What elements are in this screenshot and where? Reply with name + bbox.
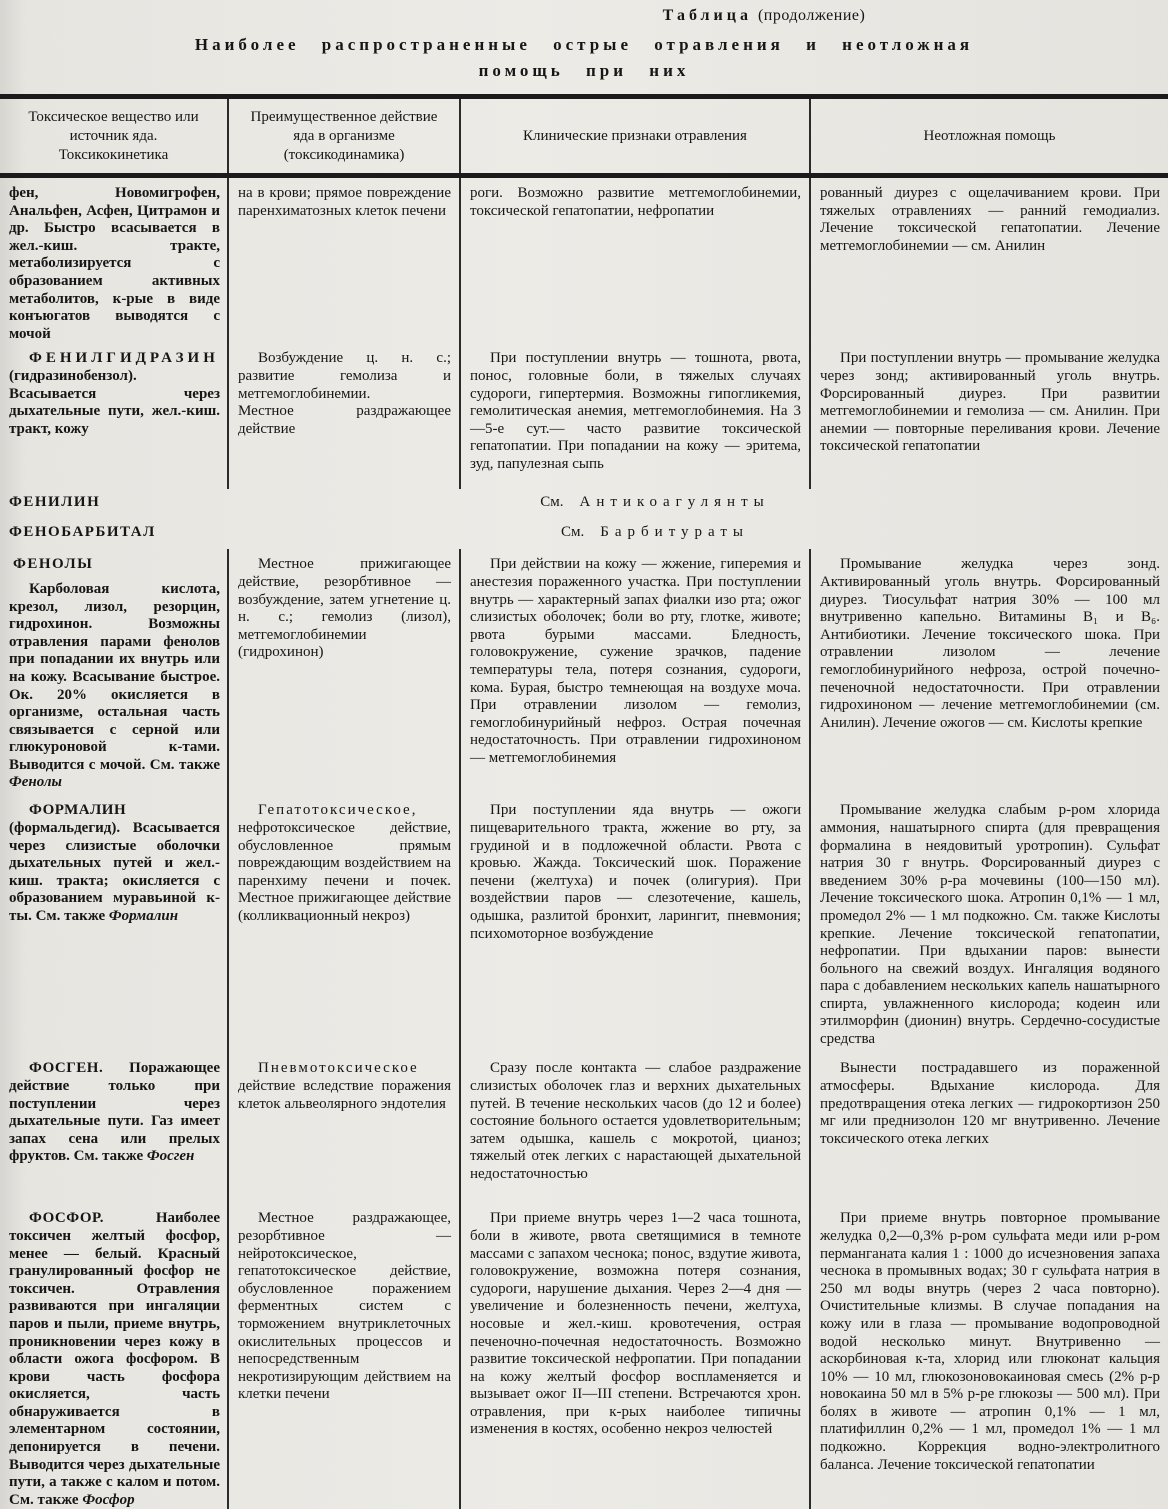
cell-substance	[0, 1053, 228, 1203]
page-title-line2: помощь при них	[478, 61, 690, 80]
see-reference: Антикоагулянты	[579, 494, 770, 511]
cell-help	[810, 1203, 1168, 1509]
group-heading: ФЕНОЛЫ	[13, 556, 94, 573]
cell-action	[228, 176, 460, 344]
table-row-phenylin	[0, 489, 1168, 519]
cell-help	[810, 343, 1168, 489]
table-row-analgesics-continued	[0, 176, 1168, 344]
entry-name: ФЕНОБАРБИТАЛ	[9, 524, 156, 541]
cell-signs	[460, 549, 810, 795]
cell-action	[228, 1053, 460, 1203]
action-text-1: Возбуждение ц. н. с.; развитие гемолиза и метгемоглобинемии.	[238, 350, 451, 402]
help-text: При поступлении внутрь — промывание желудка через зонд; активированный уголь внутрь. Форсированный диурез. При развитии метгемоглобинемии и гемолиза — см. Анилин. При анемии — повторные переливания крови. Лечение токсической гепатопатии	[820, 350, 1160, 455]
see-also-reference: Фенолы	[9, 774, 62, 791]
cell-substance	[0, 176, 228, 344]
help-text: рованный диурез с ощелачиванием крови. При тяжелых отравлениях — ранний гемодиализ. Лечение токсической гепатопатии. Лечение метгемоглобинемии — см. Анилин	[820, 185, 1160, 254]
substance-kinetics: Возможны отравления парами фенолов при попадании их внутрь или на кожу. Всасывание быстрое. Ок. 20% окисляется в организме, остальная часть связывается с серной или глюкуроновой к-тами. Выводится с мочой. См. также	[9, 616, 220, 773]
cell-see-reference	[228, 489, 1168, 519]
table-caption-word: Таблица	[662, 7, 752, 24]
cell-substance	[0, 519, 228, 549]
cell-action	[228, 1203, 460, 1509]
signs-text: При поступлении внутрь — тошнота, рвота, понос, головные боли, в тяжелых случаях судороги, гипертермия. Возможны гипогликемия, гемолитическая анемия, метгемоглобинемия. На 3—5-е сут.— часто развитие токсической гепатопатии. При попадании на кожу — эритема, зуд, папулезная сыпь	[470, 350, 801, 472]
cell-signs	[460, 343, 810, 489]
table-row-formalin	[0, 795, 1168, 1053]
column-header-help: Неотложная помощь	[810, 97, 1168, 176]
signs-text: При приеме внутрь через 1—2 часа тошнота, боли в животе, рвота светящимися в темноте массами с запахом чеснока; понос, вздутие живота, головокружение, возможна потеря сознания, судороги, нарушение дыхания. Через 2—4 дня — увеличение и болезненность печени, желтуха, носовые и жел.-киш. кровотечения, острая печеночно-почечная недостаточность. Возможно развитие токсической нефропатии. При попадании на кожу желтый фосфор воспламеняется и вызывает ожог II—III степени. Встречаются хрон. отравления, при к-рых наиболее типичны изменения в костях, особенно некроз челюстей	[470, 1210, 801, 1438]
action-text: Местное прижигающее действие, резорбтивное — возбуждение, затем угнетение ц. н. с.; гемолиз (лизол), метгемоглобинемии (гидрохинон)	[238, 556, 451, 661]
entry-name: ФОРМАЛИН	[29, 802, 127, 819]
cell-substance	[0, 795, 228, 1053]
entry-name: ФОСФОР.	[29, 1210, 105, 1227]
cell-help	[810, 795, 1168, 1053]
page-title	[0, 32, 1168, 84]
table-caption	[180, 6, 1168, 26]
header-row	[0, 97, 1168, 176]
cell-help	[810, 1053, 1168, 1203]
entry-name: ФЕНИЛГИДРАЗИН	[29, 350, 219, 367]
see-label: См.	[540, 494, 564, 511]
action-emphasized-word: Пневмотоксическое	[258, 1060, 419, 1077]
cell-substance	[0, 1203, 228, 1509]
table-row-phenylhydrazine	[0, 343, 1168, 489]
table-row-phenols	[0, 549, 1168, 795]
poisonings-table	[0, 94, 1168, 1509]
signs-text: При действии на кожу — жжение, гиперемия и анестезия пораженного участка. При поступлении внутрь — характерный запах фиалки изо рта; ожог слизистых оболочек; боли во рту, глотке, животе; рвота бурыми массами. Бледность, головокружение, сужение зрачков, падение температуры тела, потеря сознания, судороги, кома. Бурая, быстро темнеющая на воздухе моча. При отравлении лизолом — гемолиз, гемоглобинурийный нефроз. Острая почечная недостаточность. При отравлении гидрохиноном — метгемоглобинемия	[470, 556, 801, 766]
entry-name: ФОСГЕН.	[29, 1060, 104, 1077]
substance-names: Карболовая кислота, крезол, лизол, резорцин, гидрохинон.	[9, 580, 220, 633]
see-also-reference: Фосфор	[82, 1491, 135, 1508]
signs-text: Сразу после контакта — слабое раздражение слизистых оболочек глаз и верхних дыхательных путей. В течение нескольких часов (до 12 и более) состояние больного остается удовлетворительным; затем одышка, кашель с мокротой, цианоз; тяжелый отек легких с нарастающей дыхательной недостаточностью	[470, 1060, 801, 1182]
cell-action	[228, 795, 460, 1053]
table-row-phenobarbital	[0, 519, 1168, 549]
cell-substance	[0, 343, 228, 489]
substance-names: фен, Новомигрофен, Анальфен, Асфен, Цитрамон	[9, 185, 220, 219]
table-row-phosphorus	[0, 1203, 1168, 1509]
cell-action	[228, 549, 460, 795]
help-text: Промывание желудка через зонд. Активированный уголь внутрь. Форсированный диурез. Тиосульфат натрия 30% — 100 мл внутривенно капельно. Витамины В₁ и В₆. Антибиотики. Лечение токсического шока. При отравлении лизолом — лечение гемоглобинурийного нефроза, острой почечно-печеночной недостаточности. При отравлении гидрохиноном — лечение метгемоглобинемии (см. Анилин). Лечение ожогов — см. Кислоты крепкие	[820, 556, 1160, 731]
see-also-reference: Формалин	[108, 907, 179, 924]
help-text: При приеме внутрь повторное промывание желудка 0,2—0,3% р-ром сульфата меди или р-ром перманганата калия 1 : 1000 до исчезновения запаха чеснока в промывных водах; 30 г сульфата натрия в 250 мл воды внутрь (через 2 часа повторно). Очистительные клизмы. В случае попадания на кожу или в глаза — промывание водопроводной водой несколько минут. Внутривенно — аскорбиновая к-та, хлорид или глюконат кальция 10% — 10 мл, глюкозоновокаиновая смесь (2% р-р новокаина 50 мл в 5% р-ре глюкозы — 500 мл). При болях в животе — атропин 0,1% — 1 мл, платифиллин 0,2% — 1 мл, промедол 1% — 1 мл подкожно. Коррекция водно-электролитного баланса. Лечение токсической гепатопатии	[820, 1210, 1160, 1473]
help-text: Вынести пострадавшего из пораженной атмосферы. Вдыхание кислорода. Для предотвращения отека легких — гидрокортизон 250 мг или преднизолон 120 мг внутривенно. Лечение токсического отека легких	[820, 1060, 1160, 1147]
page-title-line1: Наиболее распространенные острые отравления и неотложная	[194, 35, 974, 54]
cell-signs	[460, 176, 810, 344]
substance-kinetics: (гидразинобензол). Всасывается через дыхательные пути, жел.-киш. тракт, кожу	[9, 367, 220, 437]
cell-signs	[460, 795, 810, 1053]
table-caption-continuation: (продолжение)	[757, 7, 866, 24]
cell-action	[228, 343, 460, 489]
substance-kinetics: (формальдегид). Всасывается через слизистые оболочки дыхательных путей и жел.-киш. тракта; окисляется с образованием муравьиной к-ты. См. также	[9, 819, 220, 924]
column-header-substance: Токсическое вещество или источник яда. Токсикокинетика	[0, 97, 228, 176]
cell-signs	[460, 1203, 810, 1509]
signs-text: При поступлении яда внутрь — ожоги пищеварительного тракта, жжение во рту, за грудиной и в подложечной области. Рвота с кровью. Жажда. Токсический шок. Поражение печени (желтуха) и почек (олигурия). При воздействии паров — слезотечение, кашель, одышка, разлитой бронхит, ларингит, пневмония; психомоторное возбуждение	[470, 802, 801, 942]
cell-substance	[0, 549, 228, 795]
cell-substance	[0, 489, 228, 519]
action-text: нефротоксическое действие, обусловленное прямым повреждающим воздействием на паренхиму печени и почек. Местное прижигающее действие (колликвационный некроз)	[238, 819, 451, 924]
action-emphasized-word: Гепатотоксическое,	[258, 802, 418, 819]
cell-signs	[460, 1053, 810, 1203]
column-header-action: Преимущественное действие яда в организме (токсикодинамика)	[228, 97, 460, 176]
action-text: на в крови; прямое повреждение паренхиматозных клеток печени	[238, 185, 451, 219]
help-text: Промывание желудка слабым р-ром хлорида аммония, нашатырного спирта (для превращения формалина в неядовитый уротропин). Сульфат натрия 30 г внутрь. Форсированный диурез с введением 30% р-ра мочевины (100—150 мл). Лечение токсического шока. Атропин 0,1% — 1 мл, промедол 2% — 1 мл подкожно. См. также Кислоты крепкие. Лечение токсической гепатопатии, нефропатии. При вдыхании паров: вынести больного на свежий воздух. Ингаляция водяного пара с добавлением нескольких капель нашатырного спирта, увлажненного кислорода; кодеин или этилморфин (дионин) внутрь. Сердечно-сосудистые средства	[820, 802, 1160, 1048]
table-row-phosgene	[0, 1053, 1168, 1203]
substance-kinetics: и др. Быстро всасывается в жел.-киш. тракте, метаболизируется с образованием активных метаболитов, к-рые в виде конъюгатов выводятся с мочой	[9, 202, 220, 342]
substance-kinetics: Поражающее действие только при поступлении через дыхательные пути. Газ имеет запах сена или прелых фруктов. См. также	[9, 1060, 220, 1165]
cell-see-reference	[228, 519, 1168, 549]
substance-kinetics: Наиболее токсичен желтый фосфор, менее — белый. Красный гранулированный фосфор не токсичен. Отравления развиваются при ингаляции паров и пыли, приеме внутрь, проникновении через кожу в области ожога фосфором. В крови часть фосфора окисляется, часть обнаруживается в элементарном состоянии, депонируется в печени. Выводится через дыхательные пути, а также с калом и потом. См. также	[9, 1210, 220, 1508]
see-reference: Барбитураты	[600, 524, 749, 541]
entry-name: ФЕНИЛИН	[9, 494, 101, 511]
action-text: Местное раздражающее, резорбтивное — нейротоксическое, гепатотоксическое действие, обусловленное поражением ферментных систем с торможением внутриклеточных окислительных процессов и непосредственным некротизирующим действием на клетки печени	[238, 1210, 451, 1403]
action-text-2: Местное раздражающее действие	[238, 403, 451, 437]
column-header-signs: Клинические признаки отравления	[460, 97, 810, 176]
cell-help	[810, 176, 1168, 344]
see-label: См.	[561, 524, 585, 541]
see-also-reference: Фосген	[146, 1148, 195, 1165]
signs-text: роги. Возможно развитие метгемоглобинемии, токсической гепатопатии, нефропатии	[470, 185, 801, 219]
action-text: действие вследствие поражения клеток альвеолярного эндотелия	[238, 1077, 451, 1112]
cell-help	[810, 549, 1168, 795]
